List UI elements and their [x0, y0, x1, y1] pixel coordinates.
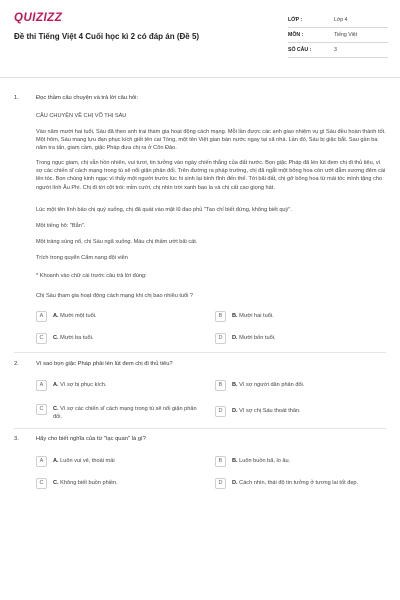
meta-key: LỚP :	[288, 17, 303, 23]
option-letter-box: D	[215, 478, 226, 489]
option-key: C.	[53, 480, 59, 486]
meta-value: Lớp 4	[334, 17, 348, 23]
meta-row-subject	[288, 28, 388, 43]
meta-value: Tiếng Việt	[334, 32, 358, 38]
question-prompt: Vì sao bọn giặc Pháp phải lén lút đem chị đi thủ tiêu?	[36, 361, 173, 367]
option-letter-box: B	[215, 311, 226, 322]
option-letter-box: C	[36, 478, 47, 489]
option-text: Luôn buồn bã, lo âu.	[239, 458, 291, 464]
question-prompt: Hãy cho biết nghĩa của từ "lạc quan" là gì?	[36, 436, 146, 442]
option-letter-box: C	[36, 333, 47, 344]
question-divider	[14, 352, 386, 353]
option-text: Không biết buồn phiền.	[60, 480, 118, 486]
page-title: Đề thi Tiếng Việt 4 Cuối học kì 2 có đáp án (Đề 5)	[14, 32, 200, 41]
option-key: C.	[53, 406, 59, 412]
option-text: Vì sợ người dân phản đối.	[239, 382, 305, 388]
option-letter-box: C	[36, 404, 47, 415]
option-key: C.	[53, 335, 59, 341]
question-divider	[14, 428, 386, 429]
story-paragraph-4: Một tiếng hô: "Bắn".	[36, 223, 86, 229]
option-key: A.	[53, 382, 59, 388]
option-letter-box: D	[215, 406, 226, 417]
story-paragraph-1: Vào năm mười hai tuổi, Sáu đã theo anh trai tham gia hoạt động cách mạng. Mỗi lần được các anh giao nhiệm vụ gì Sáu đều hoàn thành tốt. Một hôm, Sáu mang lựu đạn phục kích giết tên cai Tòng, một tên Việt gian bán nước ngay tại xã nhà. Lần đó, Sáu bị giặc bắt. Sau gần ba năm tra tấn, giam cầm, giặc Pháp đưa chị ra ở Côn Đảo.	[36, 129, 386, 152]
option-text: Vì sợ bị phục kích.	[60, 382, 107, 388]
option-key: D.	[232, 480, 238, 486]
instruction: * Khoanh vào chữ cái trước câu trả lời đúng:	[36, 273, 147, 279]
option-letter-box: B	[215, 380, 226, 391]
option-letter-box: A	[36, 380, 47, 391]
option-text: Mười bốn tuổi.	[239, 335, 276, 341]
option-key: B.	[232, 313, 238, 319]
meta-table	[288, 13, 388, 58]
option-letter-box: A	[36, 311, 47, 322]
question-number: 3.	[14, 436, 19, 442]
question-number: 1.	[14, 95, 19, 101]
option-text: Mười một tuổi.	[60, 313, 97, 319]
story-paragraph-3: Lúc một tên lính bảo chị quỳ xuống, chị đã quát vào mặt lũ đao phủ "Tao chỉ biết đứng, không biết quỳ".	[36, 207, 292, 213]
question-number: 2.	[14, 361, 19, 367]
quizizz-logo: QUIZIZZ	[14, 12, 63, 24]
meta-key: MÔN :	[288, 32, 304, 38]
option-text: Cách nhìn, thái độ tin tưởng ở tương lai tốt đẹp.	[239, 480, 359, 486]
option-key: A.	[53, 458, 59, 464]
option-letter-box: B	[215, 456, 226, 467]
option-text: Vì sợ các chiến sĩ cách mạng trong tù sẽ nổi giận phản đối.	[53, 406, 197, 420]
meta-value: 3	[334, 47, 337, 53]
option-key: A.	[53, 313, 59, 319]
option-letter-box: A	[36, 456, 47, 467]
meta-row-count	[288, 43, 388, 58]
story-paragraph-2: Trong ngục giam, chị vẫn hồn nhiên, vui tươi, tin tưởng vào ngày chiến thắng của đất nước. Bọn giặc Pháp đã lén lút đem chị đi thủ tiêu, vì sợ các chiến sĩ cách mạng trong tù sẽ nổi giận phản đối. Trên đường ra pháp trường, chị đã ngắt một bông hoa còn ướt đẫm sương đêm cài lên tóc. Bọn chúng kinh ngạc vì thấy một người trước lúc hi sinh lại bình tĩnh đến thế. Tới bãi đất, chị gỡ bông hoa từ mái tóc mình tặng cho người lính Âu Phi. Chị đi tới cột trói: mỉm cười, chị nhìn trời xanh bao la và chị cất cao giọng hát.	[36, 160, 386, 191]
option-key: B.	[232, 382, 238, 388]
option-key: B.	[232, 458, 238, 464]
worksheet-header	[0, 0, 400, 78]
option-text: Vì sợ chị Sáu thoát thân.	[239, 408, 301, 414]
option-text: Mười hai tuổi.	[239, 313, 274, 319]
story-source: Trích trong quyển Cẩm nang đội viên	[36, 255, 128, 261]
option-text: Mười ba tuổi.	[60, 335, 94, 341]
sub-question: Chị Sáu tham gia hoạt động cách mạng khi chị bao nhiêu tuổi ?	[36, 293, 194, 299]
option-key: D.	[232, 335, 238, 341]
question-prompt: Đọc thầm câu chuyện và trả lời câu hỏi:	[36, 95, 139, 101]
option-letter-box: D	[215, 333, 226, 344]
meta-row-class	[288, 13, 388, 28]
story-title: CÂU CHUYỆN VỀ CHỊ VÕ THỊ SÁU	[36, 113, 127, 119]
option-text: Luôn vui vẻ, thoải mái	[60, 458, 115, 464]
story-paragraph-5: Một tràng súng nổ, chị Sáu ngã xuống. Máu chị thấm ướt bãi cát.	[36, 239, 198, 245]
meta-key: SỐ CÂU :	[288, 47, 312, 53]
option-key: D.	[232, 408, 238, 414]
